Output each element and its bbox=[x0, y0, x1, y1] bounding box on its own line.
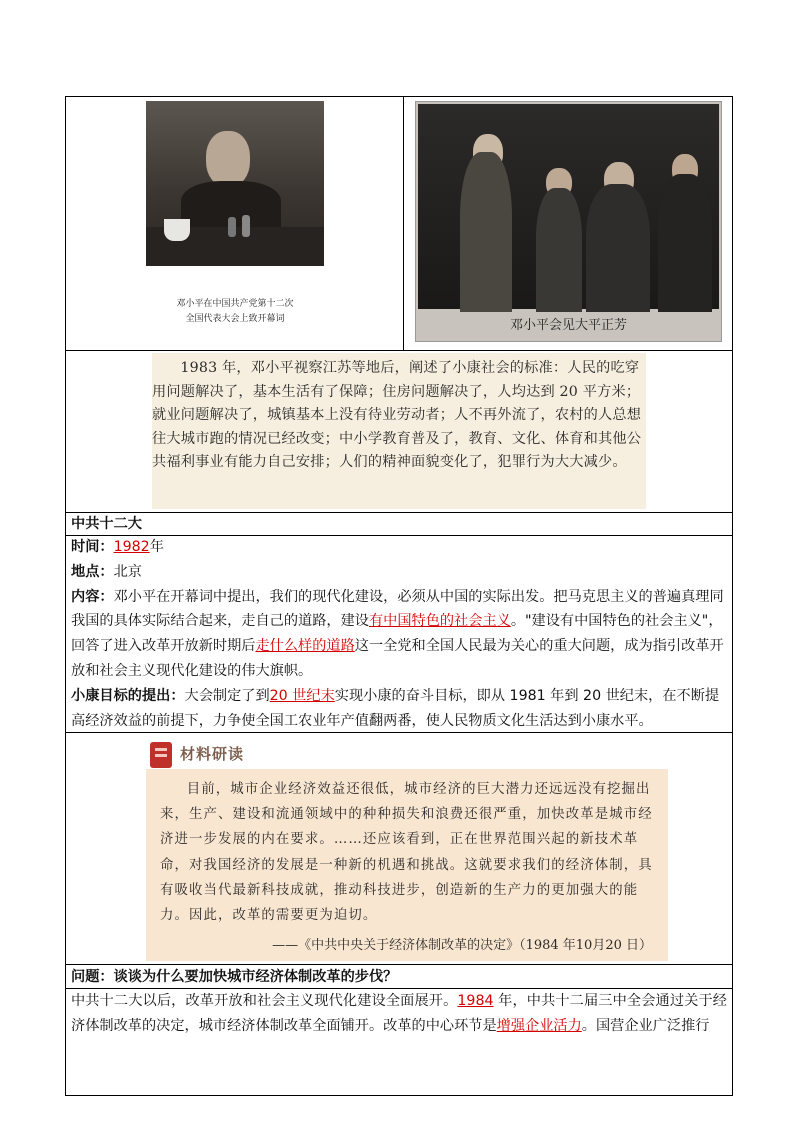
material-source: ——《中共中央关于经济体制改革的决定》（1984 年10月20 日） bbox=[272, 938, 652, 953]
congress-goal: 小康目标的提出：大会制定了到20 世纪末实现小康的奋斗目标，即从 1981 年到 20 世纪末，在不断提高经济效益的前提下，力争使全国工农业年产值翻两番，使人民物质文化生活达到小康水平。 bbox=[71, 687, 720, 729]
worksheet-table bbox=[65, 96, 733, 1096]
congress-title-row bbox=[66, 513, 732, 536]
xiaokang-quote-row bbox=[66, 351, 732, 513]
answer-text: 中共十二大以后，改革开放和社会主义现代化建设全面展开。1984 年，中共十二届三中全会通过关于经济体制改革的决定，城市经济体制改革全面铺开。改革的中心环节是增强企业活力。国营企业广泛推行 bbox=[71, 993, 727, 1034]
left-photo-caption: 邓小平在中国共产党第十二次 全国代表大会上致开幕词 bbox=[176, 299, 294, 324]
material-reading-box bbox=[146, 739, 668, 961]
congress-section bbox=[66, 513, 732, 733]
answer-row bbox=[66, 989, 732, 1097]
right-photo-caption: 邓小平会见大平正芳 bbox=[509, 318, 627, 333]
question-row bbox=[66, 965, 732, 989]
material-reading-row bbox=[66, 733, 732, 965]
congress-time: 时间：1982年 bbox=[71, 539, 164, 555]
congress-title: 中共十二大 bbox=[71, 516, 142, 532]
book-icon bbox=[150, 742, 172, 768]
deng-opening-speech-photo bbox=[146, 101, 324, 266]
question-text: 问题：谈谈为什么要加快城市经济体制改革的步伐？ bbox=[71, 969, 398, 985]
congress-content: 内容：邓小平在开幕词中提出，我们的现代化建设，必须从中国的实际出发。把马克思主义的普遍真理同我国的具体实际结合起来，走自己的道路，建设有中国特色的社会主义。"建设有中国特色的社会主义"，回答了进入改革开放新时期后走什么样的道路这一全党和全国人民最为关心的重大问题，成为指引改革开放和社会主义现代化建设的伟大旗帜。 bbox=[71, 588, 724, 679]
xiaokang-quote-text: 1983 年，邓小平视察江苏等地后，阐述了小康社会的标准：人民的吃穿用问题解决了，基本生活有了保障；住房问题解决了，人均达到 20 平方米；就业问题解决了，城镇基本上没有待业劳动者；人不再外流了，农村的人总想往大城市跑的情况已经改变；中小学教育普及了，教育、文化、体育和其他公共福利事业有能力自己安排；人们的精神面貌变化了，犯罪行为大大减少。 bbox=[152, 360, 642, 471]
material-title: 材料研读 bbox=[180, 745, 245, 763]
deng-meets-ohira-photo bbox=[415, 101, 722, 342]
congress-body bbox=[71, 535, 727, 733]
congress-place: 地点：北京 bbox=[71, 563, 142, 580]
material-text: 目前，城市企业经济效益还很低，城市经济的巨大潜力还远远没有挖掘出来，生产、建设和流通领域中的种种损失和浪费还很严重，加快改革是城市经济进一步发展的内在要求。……还应该看到，正在世界范围兴起的新技术革命，对我国经济的发展是一种新的机遇和挑战。这就要求我们的经济体制，具有吸收当代最新科技成就，推动科技进步，创造新的生产力的更加强大的能力。因此，改革的需要更为迫切。 bbox=[160, 782, 653, 924]
photo-row bbox=[66, 97, 732, 351]
xiaokang-quote-box bbox=[152, 353, 646, 509]
